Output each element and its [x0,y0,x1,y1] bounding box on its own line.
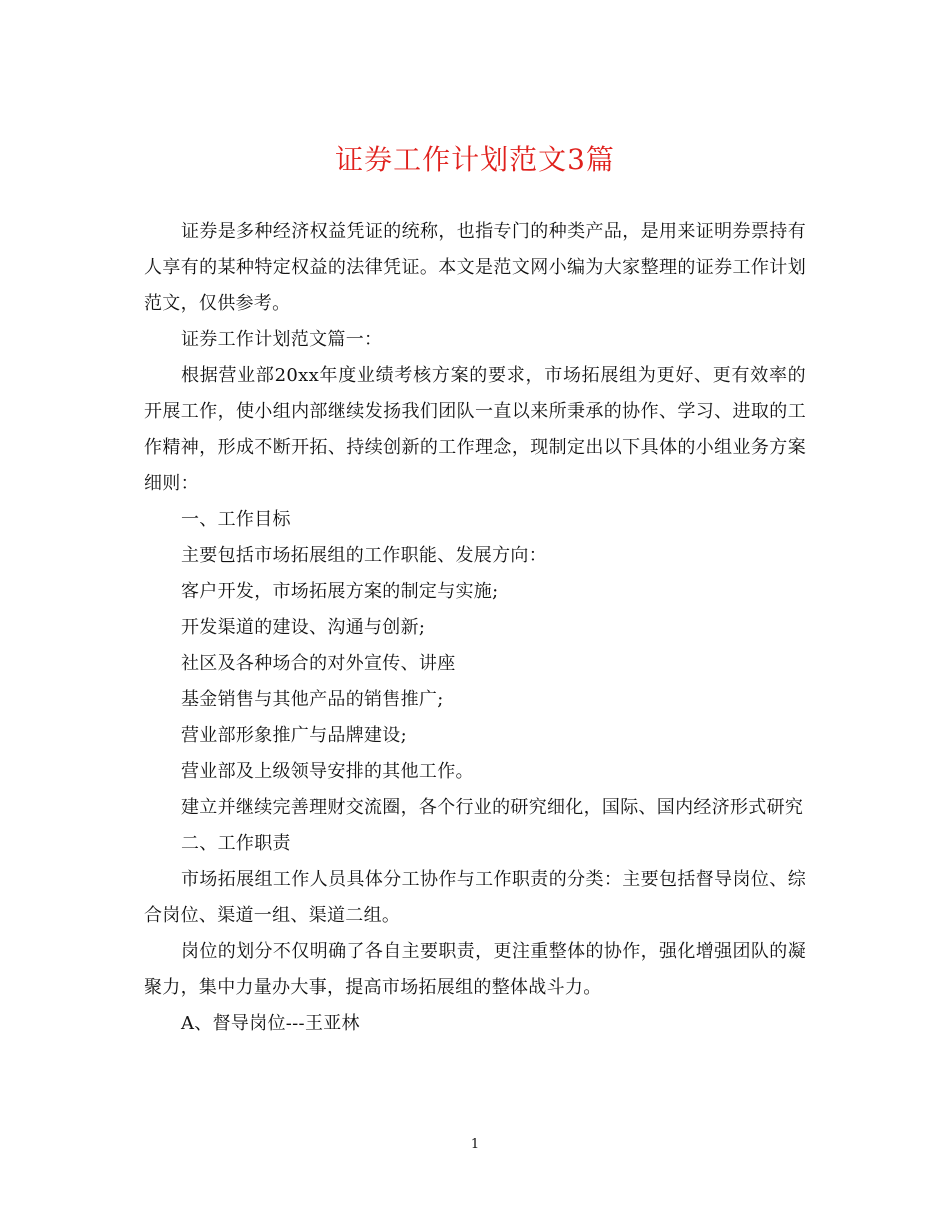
list-item: 基金销售与其他产品的销售推广; [181,689,444,710]
paragraph-subheading: A、督导岗位---王亚林 [181,1013,360,1034]
paragraph-heading-duties: 二、工作职责 [181,833,291,854]
paragraph-heading-goals: 一、工作目标 [181,509,291,530]
paragraph: 主要包括市场拓展组的工作职能、发展方向： [181,545,547,566]
list-item: 开发渠道的建设、沟通与创新; [181,617,426,638]
paragraph: 建立并继续完善理财交流圈，各个行业的研究细化，国际、国内经济形式研究 [181,797,804,818]
list-item: 社区及各种场合的对外宣传、讲座 [181,653,456,674]
paragraph: 根据营业部20xx年度业绩考核方案的要求，市场拓展组为更好、更有效率的开展工作，使小组内部继续发扬我们团队一直以来所秉承的协作、学习、进取的工作精神，形成不断开拓、持续创新的工作理念，现制定出以下具体的小组业务方案细则： [144,365,806,494]
page-number: 1 [470,1137,480,1152]
paragraph: 市场拓展组工作人员具体分工协作与工作职责的分类：主要包括督导岗位、综合岗位、渠道一组、渠道二组。 [144,869,806,926]
paragraph-intro: 证券是多种经济权益凭证的统称，也指专门的种类产品，是用来证明券票持有人享有的某种特定权益的法律凭证。本文是范文网小编为大家整理的证券工作计划范文，仅供参考。 [144,221,806,314]
paragraph-section-heading: 证券工作计划范文篇一： [181,329,383,350]
document-title: 证券工作计划范文3篇 [335,143,615,176]
list-item: 客户开发，市场拓展方案的制定与实施; [181,581,499,602]
list-item: 营业部及上级领导安排的其他工作。 [181,761,474,782]
list-item: 营业部形象推广与品牌建设; [181,725,407,746]
document-body [144,214,806,1042]
paragraph: 岗位的划分不仅明确了各自主要职责，更注重整体的协作，强化增强团队的凝聚力，集中力量办大事，提高市场拓展组的整体战斗力。 [144,941,806,998]
